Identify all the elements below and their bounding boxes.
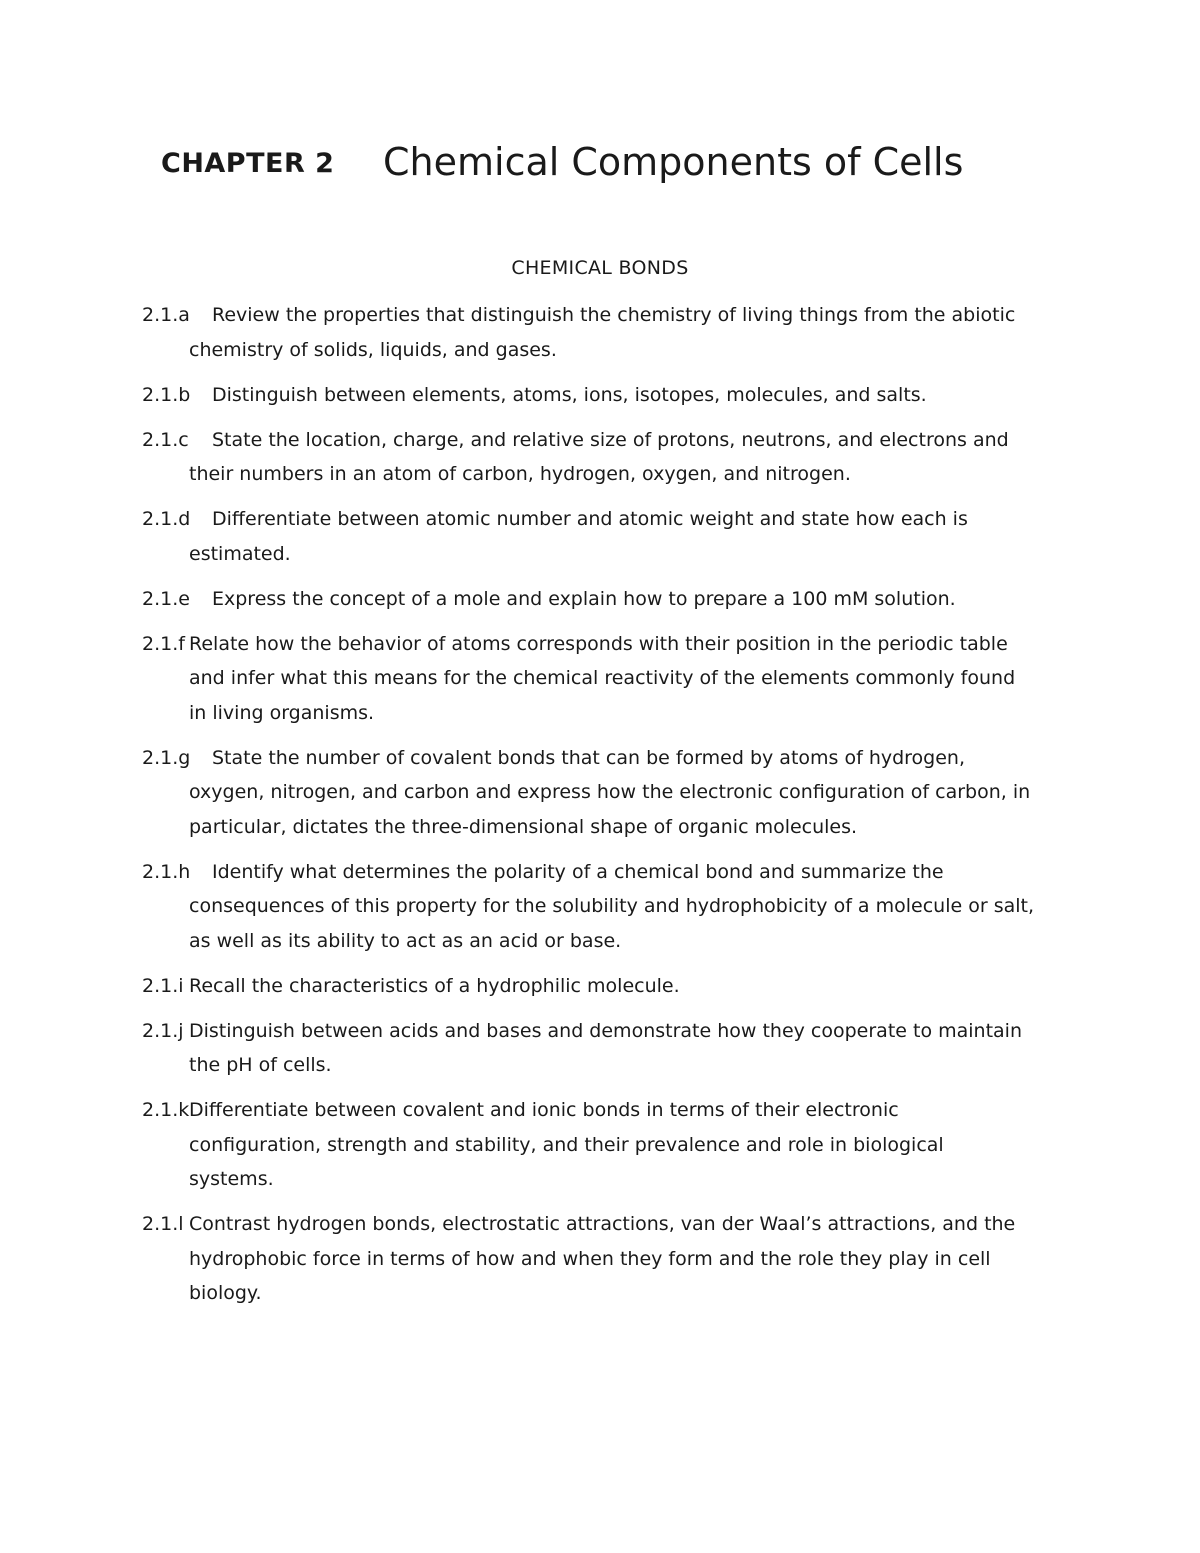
objective-text-line: oxygen, nitrogen, and carbon and express how the electronic configuration of carbon, in	[189, 781, 1031, 803]
objective-number: 2.1.e	[142, 587, 190, 610]
objective-text-line: Differentiate between atomic number and atomic weight and state how each is	[212, 508, 968, 530]
objective-text-line: Review the properties that distinguish the chemistry of living things from the abiotic	[212, 304, 1016, 326]
objective-text-line: Express the concept of a mole and explain how to prepare a 100 mM solution.	[212, 587, 956, 610]
objective-item	[142, 502, 1072, 571]
objective-text	[189, 969, 1072, 1004]
objective-text-line: Distinguish between elements, atoms, ions, isotopes, molecules, and salts.	[212, 383, 927, 406]
objective-number: 2.1.g	[142, 746, 191, 769]
objective-text-line: Identify what determines the polarity of a chemical bond and summarize the	[212, 860, 944, 883]
objective-text	[189, 627, 1072, 731]
objective-item	[142, 1014, 1072, 1083]
objectives-list	[142, 298, 1072, 1321]
objective-text-line: hydrophobic force in terms of how and when they form and the role they play in cell	[189, 1247, 991, 1270]
objective-text	[189, 378, 1072, 413]
objective-text-line: as well as its ability to act as an acid or base.	[189, 929, 622, 952]
objective-text-line: Recall the characteristics of a hydrophilic molecule.	[189, 974, 680, 997]
objective-text-line: State the number of covalent bonds that can be formed by atoms of hydrogen,	[212, 746, 966, 769]
objective-text	[189, 1014, 1072, 1083]
objective-text-line: State the location, charge, and relative size of protons, neutrons, and electrons and	[212, 428, 1009, 451]
objective-item	[142, 969, 1072, 1004]
objective-text	[189, 423, 1072, 492]
objective-number: 2.1.i	[142, 974, 184, 997]
objective-text-line: the pH of cells.	[189, 1054, 332, 1076]
objective-text-line: biology.	[189, 1282, 262, 1304]
objective-item	[142, 741, 1072, 845]
objective-text-line: systems.	[189, 1168, 274, 1190]
section-heading: CHEMICAL BONDS	[511, 257, 689, 279]
objective-text-line: consequences of this property for the solubility and hydrophobicity of a molecule or salt,	[189, 895, 1034, 917]
objective-text-line: in living organisms.	[189, 701, 375, 724]
objective-item	[142, 855, 1072, 959]
objective-number: 2.1.a	[142, 304, 190, 326]
objective-number: 2.1.k	[142, 1099, 190, 1121]
objective-text-line: configuration, strength and stability, and their prevalence and role in biological	[189, 1133, 944, 1156]
objective-item	[142, 1207, 1072, 1311]
objective-text-line: Differentiate between covalent and ionic bonds in terms of their electronic	[189, 1099, 899, 1121]
objective-text	[189, 582, 1072, 617]
objective-text	[189, 502, 1072, 571]
objective-text	[189, 741, 1072, 845]
objective-item	[142, 423, 1072, 492]
objective-text-line: particular, dictates the three-dimensional shape of organic molecules.	[189, 815, 858, 838]
objective-text-line: estimated.	[189, 542, 291, 565]
objective-number: 2.1.d	[142, 508, 191, 530]
objective-number: 2.1.b	[142, 383, 191, 406]
objective-number: 2.1.c	[142, 428, 189, 451]
objective-text-line: and infer what this means for the chemical reactivity of the elements commonly found	[189, 667, 1016, 689]
objective-number: 2.1.j	[142, 1019, 184, 1042]
objective-item	[142, 627, 1072, 731]
objective-item	[142, 298, 1072, 367]
objective-text	[189, 855, 1072, 959]
objective-text-line: Contrast hydrogen bonds, electrostatic attractions, van der Waal’s attractions, and the	[189, 1213, 1016, 1235]
chapter-title: Chemical Components of Cells	[383, 140, 964, 184]
objective-item	[142, 378, 1072, 413]
objective-text	[189, 1207, 1072, 1311]
chapter-label: CHAPTER 2	[161, 148, 335, 179]
chapter-heading	[161, 140, 1061, 190]
objective-number: 2.1.h	[142, 860, 191, 883]
objective-number: 2.1.l	[142, 1213, 184, 1235]
objective-text	[189, 1093, 1072, 1197]
objective-text-line: Relate how the behavior of atoms corresponds with their position in the periodic table	[189, 632, 1008, 655]
objective-number: 2.1.f	[142, 632, 185, 655]
objective-text-line: their numbers in an atom of carbon, hydrogen, oxygen, and nitrogen.	[189, 463, 851, 485]
objective-text-line: chemistry of solids, liquids, and gases.	[189, 338, 557, 361]
objective-item	[142, 582, 1072, 617]
objective-text-line: Distinguish between acids and bases and demonstrate how they cooperate to maintain	[189, 1019, 1023, 1042]
objective-text	[189, 298, 1072, 367]
objective-item	[142, 1093, 1072, 1197]
